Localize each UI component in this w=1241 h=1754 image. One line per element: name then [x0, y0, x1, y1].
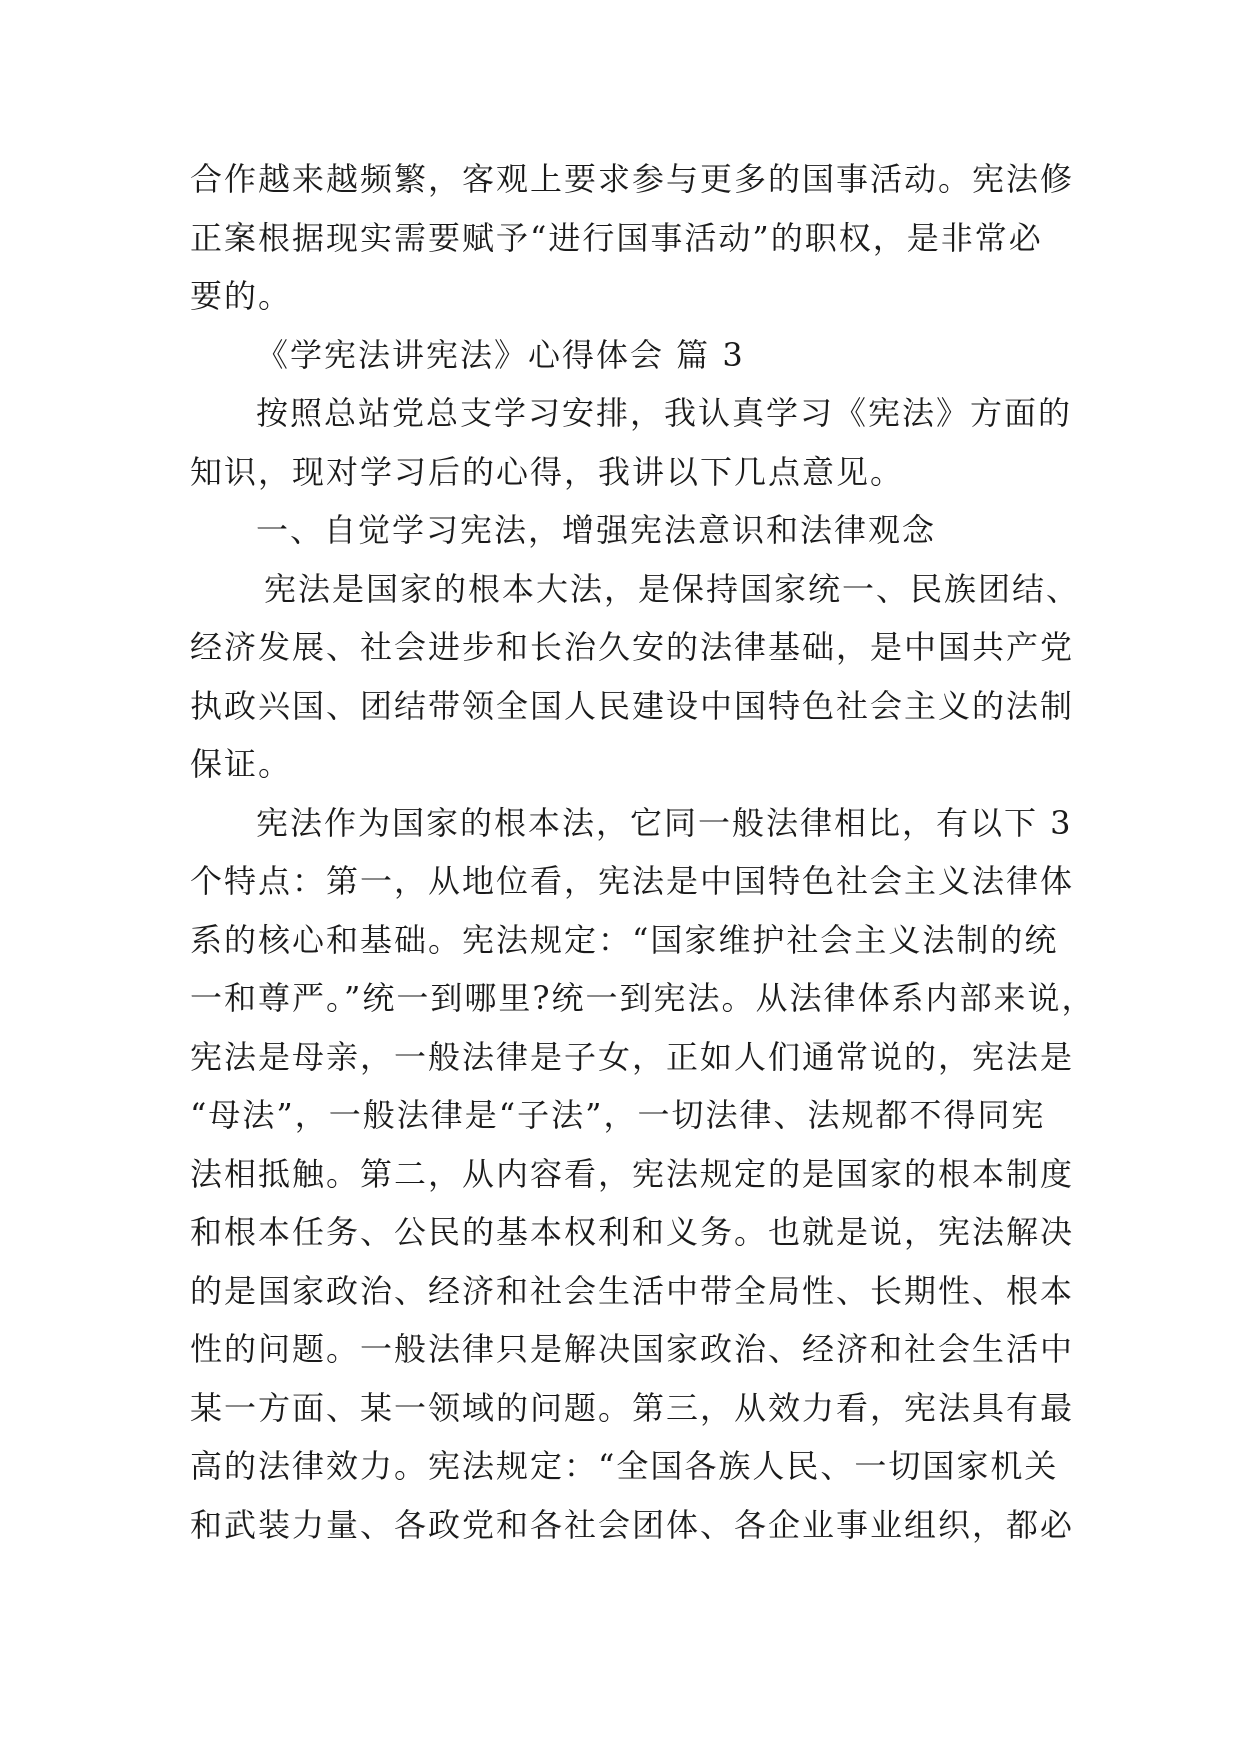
- body-line: 系的核心和基础。宪法规定：“国家维护社会主义法制的统: [190, 920, 1059, 959]
- body-line: 法相抵触。第二，从内容看，宪法规定的是国家的根本制度: [190, 1154, 1075, 1193]
- body-line: 合作越来越频繁，客观上要求参与更多的国事活动。宪法修: [190, 160, 1075, 198]
- body-line: 要的。: [190, 277, 293, 315]
- document-body: [190, 150, 1100, 1554]
- body-line: “母法”，一般法律是“子法”，一切法律、法规都不得同宪: [190, 1096, 1046, 1134]
- body-line: 按照总站党总支学习安排，我认真学习《宪法》方面的: [256, 394, 1073, 432]
- body-line: 个特点：第一，从地位看，宪法是中国特色社会主义法律体: [190, 862, 1075, 900]
- subheading: 一、自觉学习宪法，增强宪法意识和法律观念: [256, 511, 937, 549]
- body-line: 正案根据现实需要赋予“进行国事活动”的职权，是非常必: [190, 218, 1043, 257]
- body-line: 某一方面、某一领域的问题。第三，从效力看，宪法具有最: [190, 1388, 1075, 1427]
- body-line: 一和尊严。”统一到哪里?统一到宪法。从法律体系内部来说，: [190, 979, 1096, 1017]
- body-line: 性的问题。一般法律只是解决国家政治、经济和社会生活中: [190, 1330, 1075, 1368]
- body-line: 知识，现对学习后的心得，我讲以下几点意见。: [190, 452, 905, 491]
- body-line: 宪法是国家的根本大法，是保持国家统一、民族团结、: [264, 569, 1081, 608]
- body-line: 宪法作为国家的根本法，它同一般法律相比，有以下 3: [256, 803, 1073, 842]
- body-line: 的是国家政治、经济和社会生活中带全局性、长期性、根本: [190, 1271, 1075, 1310]
- body-line: 和武装力量、各政党和各社会团体、各企业事业组织，都必: [190, 1505, 1075, 1544]
- body-line: 宪法是母亲，一般法律是子女，正如人们通常说的，宪法是: [190, 1037, 1075, 1076]
- body-line: 经济发展、社会进步和长治久安的法律基础，是中国共产党: [190, 628, 1075, 666]
- body-line: 和根本任务、公民的基本权利和义务。也就是说，宪法解决: [190, 1213, 1075, 1251]
- section-heading: 《学宪法讲宪法》心得体会 篇 3: [256, 335, 745, 374]
- body-line: 高的法律效力。宪法规定：“全国各族人民、一切国家机关: [190, 1447, 1059, 1485]
- body-line: 执政兴国、团结带领全国人民建设中国特色社会主义的法制: [190, 686, 1075, 725]
- body-line: 保证。: [190, 745, 293, 783]
